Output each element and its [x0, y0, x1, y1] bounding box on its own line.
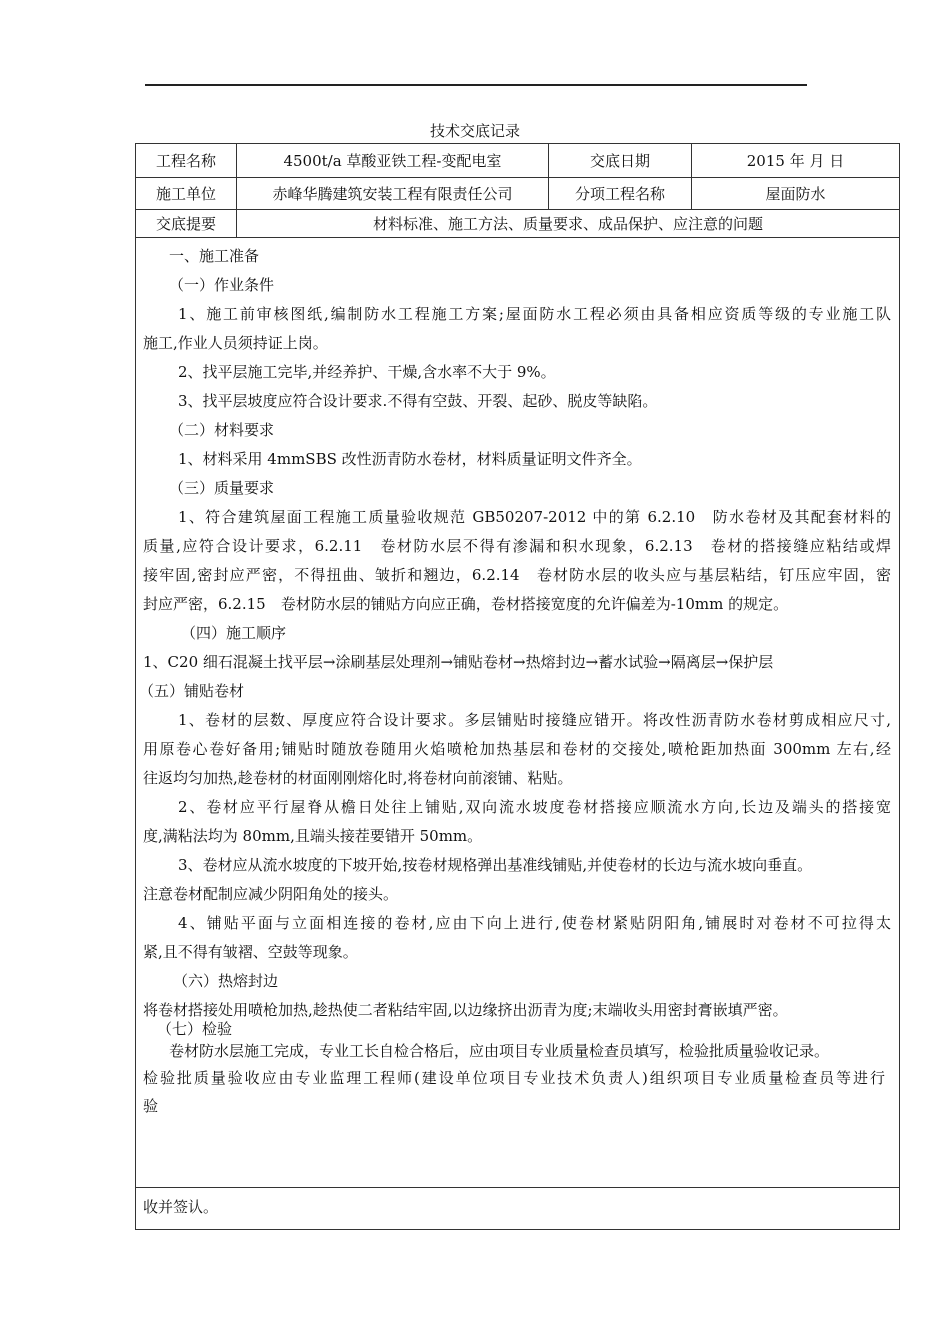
- body-text-line: 3、卷材应从流水坡度的下坡开始,按卷材规格弹出基准线铺贴,并使卷材的长边与流水坡向垂直。: [178, 856, 813, 874]
- body-text-line: 封应严密，6.2.15 卷材防水层的铺贴方向应正确，卷材搭接宽度的允许偏差为-10mm 的规定。: [143, 595, 789, 613]
- document-title: 技术交底记录: [429, 122, 520, 140]
- summary-label: 交底提要: [136, 210, 237, 238]
- body-text-line: 1、符合建筑屋面工程施工质量验收规范 GB50207-2012 中的第 6.2.10 防水卷材及其配套材料的: [178, 508, 891, 526]
- project-name-label: 工程名称: [136, 144, 237, 178]
- sign-text: 收并签认。: [143, 1198, 219, 1216]
- summary-value: 材料标准、施工方法、质量要求、成品保护、应注意的问题: [237, 210, 900, 238]
- body-text-line: 检验批质量验收应由专业监理工程师(建设单位项目专业技术负责人)组织项目专业质量检查员等进行: [143, 1069, 885, 1087]
- body-text-line: 用原卷心卷好备用;铺贴时随放卷随用火焰喷枪加热基层和卷材的交接处,喷枪距加热面 300mm 左右,经: [143, 740, 891, 758]
- body-text-line: 紧,且不得有皱褶、空鼓等现象。: [143, 943, 358, 961]
- body-text-line: 2、卷材应平行屋脊从檐日处往上铺贴,双向流水坡度卷材搭接应顺流水方向,长边及端头的搭接宽: [178, 798, 891, 816]
- subsection-heading: （五）铺贴卷材: [139, 682, 245, 700]
- top-rule: [145, 84, 807, 86]
- body-text-line: 1、施工前审核图纸,编制防水工程施工方案;屋面防水工程必须由具备相应资质等级的专业施工队: [178, 305, 891, 323]
- body-text-line: 质量,应符合设计要求，6.2.11 卷材防水层不得有渗漏和积水现象，6.2.13 卷材的搭接缝应粘结或焊: [143, 537, 891, 555]
- content-box: [135, 238, 900, 1188]
- sub-project-label: 分项工程名称: [549, 178, 692, 210]
- body-text-line: 卷材防水层施工完成，专业工长自检合格后，应由项目专业质量检查员填写，检验批质量验收记录。: [169, 1042, 830, 1060]
- body-text-line: 验: [143, 1097, 159, 1115]
- construction-unit-label: 施工单位: [136, 178, 237, 210]
- signature-box: [135, 1187, 900, 1230]
- subsection-heading: （七）检验: [157, 1020, 233, 1038]
- body-text-line: 度,满粘法均为 80mm,且端头接茬要错开 50mm。: [143, 827, 483, 845]
- subsection-heading: （二）材料要求: [169, 421, 275, 439]
- section-heading: 一、施工准备: [169, 247, 260, 265]
- date-value: 2015 年 月 日: [692, 144, 900, 178]
- subsection-heading: （一）作业条件: [169, 276, 275, 294]
- body-text-line: 1、卷材的层数、厚度应符合设计要求。多层铺贴时接缝应错开。将改性沥青防水卷材剪成相应尺寸,: [178, 711, 891, 729]
- project-name-value: 4500t/a 草酸亚铁工程-变配电室: [237, 144, 549, 178]
- construction-unit-value: 赤峰华腾建筑安装工程有限责任公司: [237, 178, 549, 210]
- body-text-line: 1、材料采用 4mmSBS 改性沥青防水卷材，材料质量证明文件齐全。: [178, 450, 642, 468]
- body-text-line: 注意卷材配制应减少阴阳角处的接头。: [143, 885, 399, 903]
- subsection-heading: （三）质量要求: [169, 479, 275, 497]
- body-text-line: 3、找平层坡度应符合设计要求.不得有空鼓、开裂、起砂、脱皮等缺陷。: [178, 392, 658, 410]
- body-text-line: 接牢固,密封应严密，不得扭曲、皱折和翘边，6.2.14 卷材防水层的收头应与基层粘结，钉压应牢固，密: [143, 566, 891, 584]
- subsection-heading: （六）热熔封边: [173, 972, 279, 990]
- header-table: [135, 143, 900, 238]
- body-text-line: 施工,作业人员须持证上岗。: [143, 334, 328, 352]
- body-text-line: 2、找平层施工完毕,并经养护、干燥,含水率不大于 9%。: [178, 363, 556, 381]
- body-text-line: 将卷材搭接处用喷枪加热,趁热使二者粘结牢固,以边缘挤出沥青为度;末端收头用密封膏嵌填严密。: [143, 1001, 788, 1019]
- body-text-line: 1、C20 细石混凝土找平层→涂刷基层处理剂→铺贴卷材→热熔封边→蓄水试验→隔离层→保护层: [143, 653, 774, 671]
- sub-project-value: 屋面防水: [692, 178, 900, 210]
- subsection-heading: （四）施工顺序: [181, 624, 287, 642]
- date-label: 交底日期: [549, 144, 692, 178]
- body-text-line: 4、铺贴平面与立面相连接的卷材,应由下向上进行,使卷材紧贴阴阳角,铺展时对卷材不可拉得太: [178, 914, 891, 932]
- body-text-line: 往返均匀加热,趁卷材的材面刚刚熔化时,将卷材向前滚铺、粘贴。: [143, 769, 573, 787]
